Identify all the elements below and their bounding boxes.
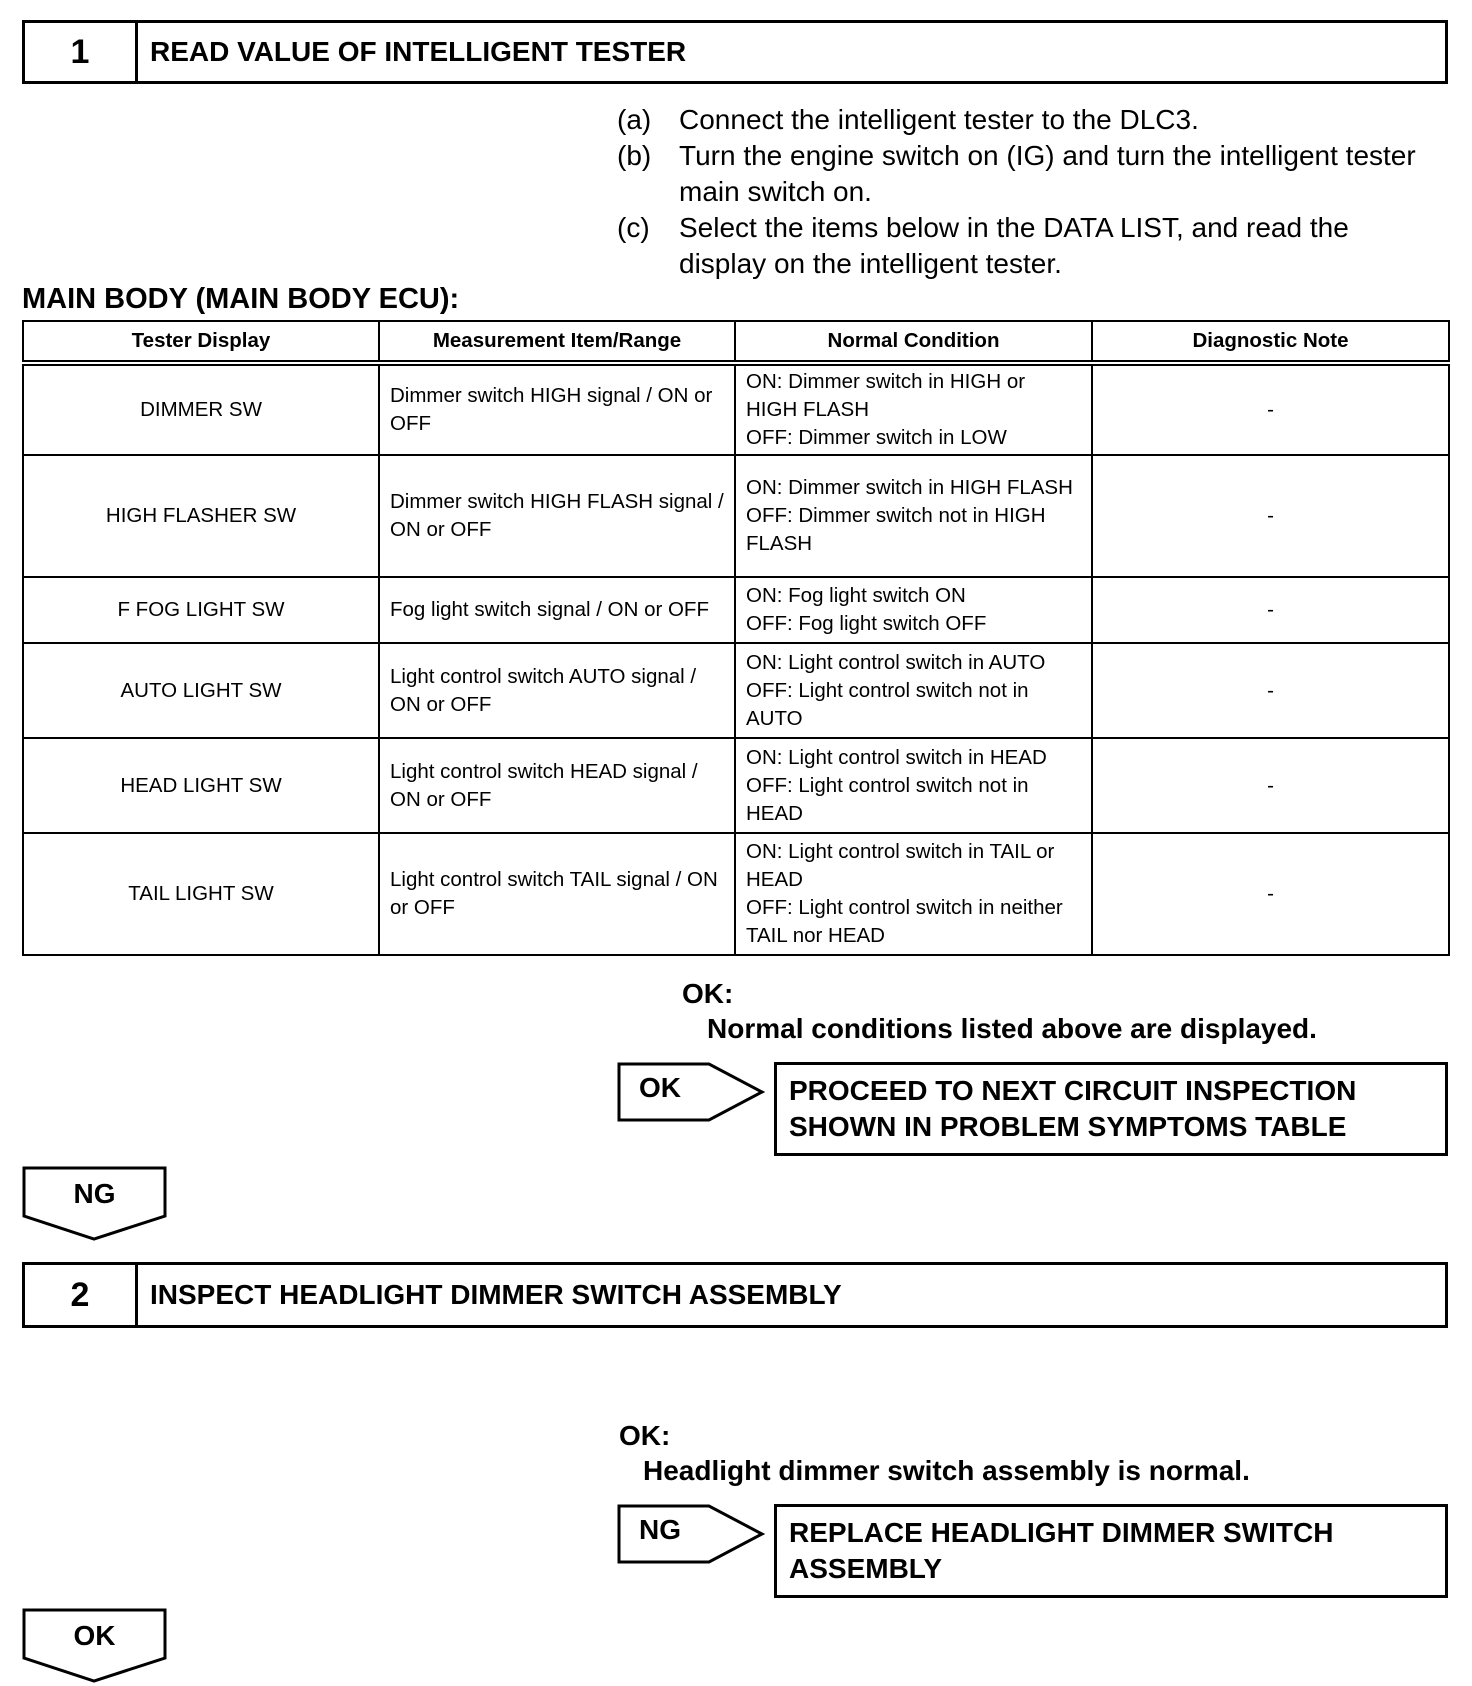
tester-display-cell: TAIL LIGHT SW [23,833,379,955]
table-row [23,455,1449,577]
condition-off: OFF: Dimmer switch not in HIGH FLASH [746,504,1046,555]
instruction-list [617,102,1429,282]
measurement-item-cell: Light control switch AUTO signal / ON or OFF [379,643,735,738]
condition-on: ON: Dimmer switch in HIGH or HIGH FLASH [746,370,1026,421]
normal-condition-cell [735,455,1092,577]
diagnostic-note-cell: - [1092,577,1449,643]
ng-branch-arrow [22,1166,167,1242]
condition-on: ON: Light control switch in AUTO [746,650,1046,674]
step-number: 1 [25,23,138,81]
normal-condition-cell [735,738,1092,833]
ng-branch-arrow [617,1504,762,1564]
instruction-item [617,210,1429,282]
tester-display-cell: AUTO LIGHT SW [23,643,379,738]
normal-condition-cell [735,363,1092,455]
diagnostic-note-cell: - [1092,738,1449,833]
ng-action-box: REPLACE HEADLIGHT DIMMER SWITCH ASSEMBLY [774,1504,1448,1598]
section-title: MAIN BODY (MAIN BODY ECU): [22,283,460,315]
condition-off: OFF: Light control switch not in HEAD [746,773,1029,825]
normal-condition-cell [735,643,1092,738]
measurement-item-cell: Light control switch TAIL signal / ON or OFF [379,833,735,955]
ok-criteria-label: OK: [619,1420,671,1451]
diagnostic-note-cell: - [1092,643,1449,738]
table-row [23,363,1449,455]
instruction-text: Connect the intelligent tester to the DLC3. [679,104,1199,135]
ok-branch-arrow [22,1608,167,1684]
column-header: Diagnostic Note [1092,321,1449,363]
diagnostic-note-cell: - [1092,833,1449,955]
branch-label: NG [639,1514,681,1545]
condition-off: OFF: Light control switch not in AUTO [746,678,1029,730]
instruction-label: (a) [617,104,652,135]
instruction-text: Turn the engine switch on (IG) and turn the intelligent tester main switch on. [679,140,1416,207]
instruction-item [617,102,1429,138]
normal-condition-cell [735,577,1092,643]
table-row [23,833,1449,955]
tester-display-cell: HEAD LIGHT SW [23,738,379,833]
column-header: Measurement Item/Range [379,321,735,363]
normal-condition-cell [735,833,1092,955]
step-number: 2 [25,1265,138,1325]
ok-criteria-text: Headlight dimmer switch assembly is normal. [643,1455,1250,1486]
measurement-item-cell: Dimmer switch HIGH signal / ON or OFF [379,363,735,455]
tester-display-cell: HIGH FLASHER SW [23,455,379,577]
branch-label: OK [73,1620,116,1651]
measurement-item-cell: Dimmer switch HIGH FLASH signal / ON or OFF [379,455,735,577]
table-row [23,643,1449,738]
instruction-item [617,138,1429,210]
ok-branch-arrow [617,1062,762,1122]
ok-criteria-text: Normal conditions listed above are displayed. [707,1013,1317,1044]
table-row [23,577,1449,643]
step-title: READ VALUE OF INTELLIGENT TESTER [150,36,687,67]
ok-action-box: PROCEED TO NEXT CIRCUIT INSPECTION SHOWN IN PROBLEM SYMPTOMS TABLE [774,1062,1448,1156]
condition-on: ON: Light control switch in HEAD [746,745,1047,769]
measurement-item-cell: Light control switch HEAD signal / ON or OFF [379,738,735,833]
step-2-header [22,1262,1448,1328]
diagnostic-note-cell: - [1092,363,1449,455]
measurement-item-cell: Fog light switch signal / ON or OFF [379,577,735,643]
condition-on: ON: Dimmer switch in HIGH FLASH [746,476,1073,499]
column-header: Normal Condition [735,321,1092,363]
ok-criteria-label: OK: [682,978,734,1009]
condition-on: ON: Fog light switch ON [746,584,966,607]
step-1-header [22,20,1448,84]
column-header: Tester Display [23,321,379,363]
step-title: INSPECT HEADLIGHT DIMMER SWITCH ASSEMBLY [150,1279,842,1310]
tester-display-cell: F FOG LIGHT SW [23,577,379,643]
branch-label: OK [639,1072,681,1103]
condition-off: OFF: Dimmer switch in LOW [746,426,1007,449]
diagnostic-note-cell: - [1092,455,1449,577]
table-row [23,738,1449,833]
instruction-label: (b) [617,140,652,171]
table-header-row [23,321,1449,363]
condition-off: OFF: Light control switch in neither TAIL nor HEAD [746,896,1063,947]
condition-on: ON: Light control switch in TAIL or HEAD [746,840,1055,891]
tester-display-cell: DIMMER SW [23,363,379,455]
instruction-label: (c) [617,212,650,243]
data-list-table [22,320,1450,956]
instruction-text: Select the items below in the DATA LIST, and read the display on the intelligent tester. [679,212,1349,279]
condition-off: OFF: Fog light switch OFF [746,612,987,635]
branch-label: NG [73,1178,116,1209]
